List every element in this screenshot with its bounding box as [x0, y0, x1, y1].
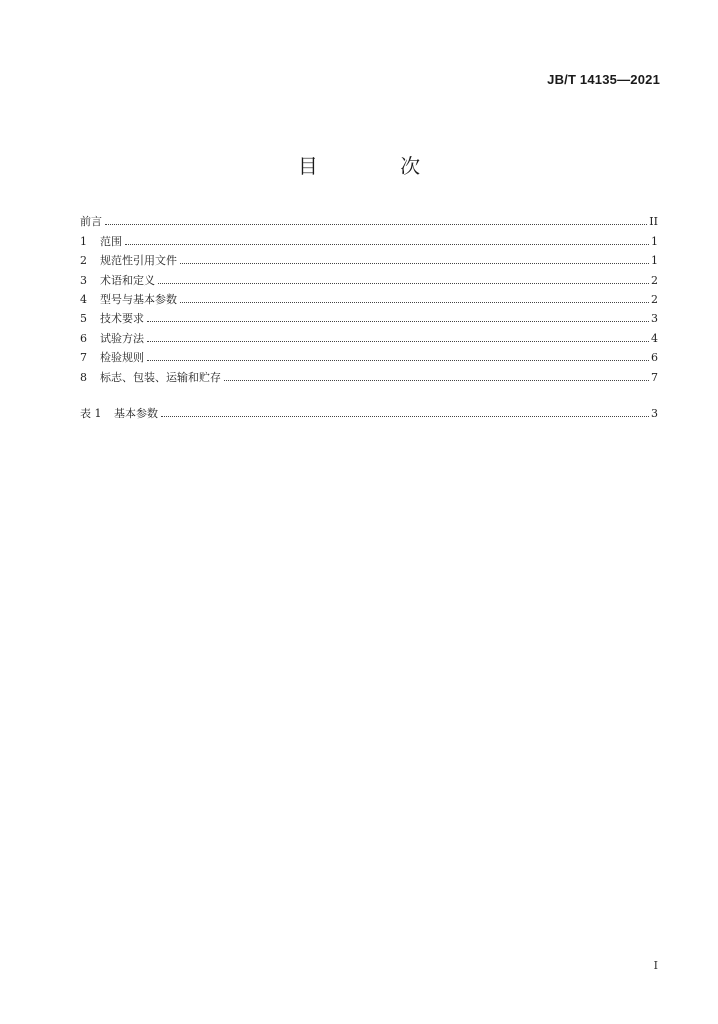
toc-entry-number: 2	[80, 254, 87, 268]
toc-entry-page: II	[649, 215, 658, 229]
toc-entry-test-methods[interactable]	[80, 325, 658, 344]
toc-leader-dots	[125, 243, 649, 245]
toc-entry-label: 检验规则	[100, 351, 144, 365]
toc-title: 目 次	[297, 154, 459, 178]
toc-entry-page: 7	[651, 370, 658, 384]
toc-entry-page: 4	[651, 331, 658, 345]
toc-table-number: 表 1	[80, 406, 102, 420]
toc-entry-label: 型号与基本参数	[100, 292, 177, 306]
toc-entry-table-basic-parameters[interactable]	[80, 401, 658, 420]
toc-entry-label: 试验方法	[100, 331, 144, 345]
toc-entry-preface[interactable]	[80, 209, 658, 228]
toc-leader-dots	[105, 223, 647, 225]
toc-entry-label: 术语和定义	[100, 273, 155, 287]
toc-entry-technical-requirements[interactable]	[80, 306, 658, 325]
toc-entry-page: 2	[651, 292, 658, 306]
toc-entry-page: 3	[651, 312, 658, 326]
toc-entry-model-parameters[interactable]	[80, 287, 658, 306]
toc-entry-number: 1	[80, 234, 87, 248]
toc-entry-label: 范围	[100, 234, 122, 248]
toc-entry-inspection-rules[interactable]	[80, 345, 658, 364]
toc-entry-page: 2	[651, 273, 658, 287]
toc-entry-number: 4	[80, 292, 87, 306]
toc-leader-dots	[180, 262, 649, 264]
toc-entry-number: 5	[80, 312, 87, 326]
toc-entry-label: 前言	[80, 215, 102, 229]
toc-entry-terms-definitions[interactable]	[80, 267, 658, 286]
toc-entry-number: 3	[80, 273, 87, 287]
toc-entry-page: 1	[651, 234, 658, 248]
toc-entry-page: 1	[651, 254, 658, 268]
toc-leader-dots	[147, 340, 649, 342]
toc-entry-number: 7	[80, 351, 87, 365]
page-number: I	[653, 959, 658, 972]
toc-leader-dots	[147, 320, 649, 322]
toc-entry-label: 基本参数	[114, 406, 158, 420]
toc-leader-dots	[224, 379, 649, 381]
toc-entry-number: 6	[80, 331, 87, 345]
toc-entry-normative-references[interactable]	[80, 248, 658, 267]
toc-entry-marking-packaging[interactable]	[80, 364, 658, 383]
toc-spacer	[80, 384, 658, 401]
toc-entry-page: 6	[651, 351, 658, 365]
toc-leader-dots	[180, 301, 649, 303]
document-code: JB/T 14135—2021	[547, 72, 660, 87]
toc-entry-label: 规范性引用文件	[100, 254, 177, 268]
toc-leader-dots	[161, 415, 649, 417]
toc-entry-label: 技术要求	[100, 312, 144, 326]
toc-entry-label: 标志、包装、运输和贮存	[100, 370, 221, 384]
toc-leader-dots	[147, 359, 649, 361]
toc-leader-dots	[158, 282, 649, 284]
toc-entry-scope[interactable]	[80, 228, 658, 247]
toc-entry-page: 3	[651, 406, 658, 420]
toc-entry-number: 8	[80, 370, 87, 384]
table-of-contents	[80, 209, 658, 420]
